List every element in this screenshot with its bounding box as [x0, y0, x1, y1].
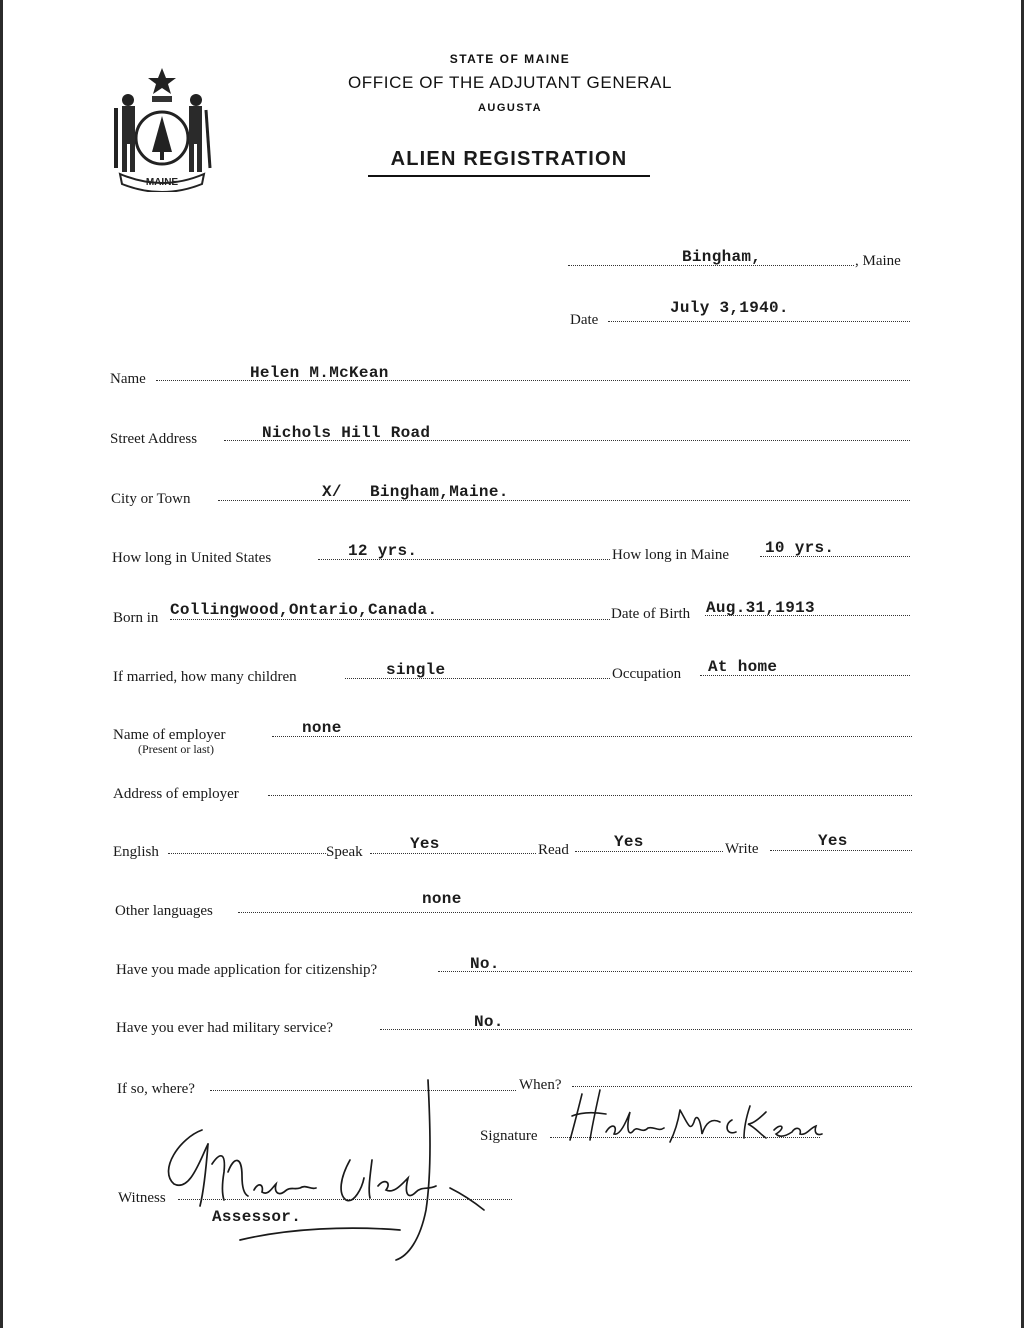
- read-line: [575, 851, 723, 852]
- occupation-label: Occupation: [612, 666, 682, 682]
- name-label: Name: [110, 371, 146, 387]
- how-long-maine-label: How long in Maine: [612, 547, 730, 563]
- date-of-birth-value: Aug.31,1913: [706, 599, 815, 617]
- if-so-where-label: If so, where?: [117, 1081, 195, 1097]
- read-label: Read: [538, 842, 569, 858]
- military-line: [380, 1029, 912, 1030]
- employer-label: Name of employer: [113, 727, 226, 743]
- employer-value: none: [302, 719, 342, 737]
- state-heading: STATE OF MAINE: [449, 52, 571, 66]
- street-label: Street Address: [110, 431, 198, 447]
- write-label: Write: [725, 841, 759, 857]
- read-value: Yes: [614, 833, 644, 851]
- born-in-line: [170, 619, 610, 620]
- witness-label: Witness: [118, 1190, 166, 1206]
- witness-signature: [150, 1060, 510, 1270]
- english-line: [168, 853, 326, 854]
- citizenship-value: No.: [470, 955, 500, 973]
- military-value: No.: [474, 1013, 504, 1031]
- employer-address-label: Address of employer: [113, 786, 239, 802]
- employer-address-line: [268, 795, 912, 796]
- how-long-us-value: 12 yrs.: [348, 542, 418, 560]
- how-long-maine-value: 10 yrs.: [765, 539, 835, 557]
- employer-note: (Present or last): [138, 742, 214, 756]
- married-label: If married, how many children: [113, 669, 297, 685]
- when-label: When?: [519, 1077, 562, 1093]
- citizenship-line: [438, 971, 912, 972]
- date-line: [608, 321, 910, 322]
- city-town-struck: X/: [322, 483, 342, 501]
- speak-value: Yes: [410, 835, 440, 853]
- town-value: Bingham,: [682, 248, 762, 266]
- other-languages-label: Other languages: [115, 903, 213, 919]
- married-value: single: [386, 661, 446, 679]
- employer-line: [272, 736, 912, 737]
- other-languages-line: [238, 912, 912, 913]
- speak-label: Speak: [326, 844, 363, 860]
- citizenship-label: Have you made application for citizenship?: [116, 962, 378, 978]
- write-value: Yes: [818, 832, 848, 850]
- city-town-label: City or Town: [111, 491, 191, 507]
- other-languages-value: none: [422, 890, 462, 908]
- married-line: [345, 678, 610, 679]
- date-value: July 3,1940.: [670, 299, 789, 317]
- military-label: Have you ever had military service?: [116, 1020, 333, 1036]
- born-in-label: Born in: [113, 610, 159, 626]
- maine-label: , Maine: [855, 253, 901, 269]
- applicant-signature: [560, 1082, 830, 1152]
- state-seal-icon: [108, 64, 216, 192]
- office-heading: OFFICE OF THE ADJUTANT GENERAL: [347, 73, 673, 92]
- assessor-value: Assessor.: [212, 1208, 302, 1226]
- date-label: Date: [570, 312, 599, 328]
- svg-text:MAINE: MAINE: [145, 177, 179, 188]
- date-of-birth-label: Date of Birth: [611, 606, 691, 622]
- city-town-value: Bingham,Maine.: [370, 483, 509, 501]
- born-in-value: Collingwood,Ontario,Canada.: [170, 601, 438, 619]
- name-value: Helen M.McKean: [250, 364, 389, 382]
- write-line: [770, 850, 912, 851]
- signature-label: Signature: [480, 1128, 538, 1144]
- speak-line: [370, 853, 536, 854]
- city-heading: AUGUSTA: [477, 102, 543, 114]
- english-label: English: [113, 844, 159, 860]
- form-title: ALIEN REGISTRATION: [368, 148, 650, 177]
- occupation-value: At home: [708, 658, 778, 676]
- how-long-us-label: How long in United States: [112, 550, 272, 566]
- street-value: Nichols Hill Road: [262, 424, 431, 442]
